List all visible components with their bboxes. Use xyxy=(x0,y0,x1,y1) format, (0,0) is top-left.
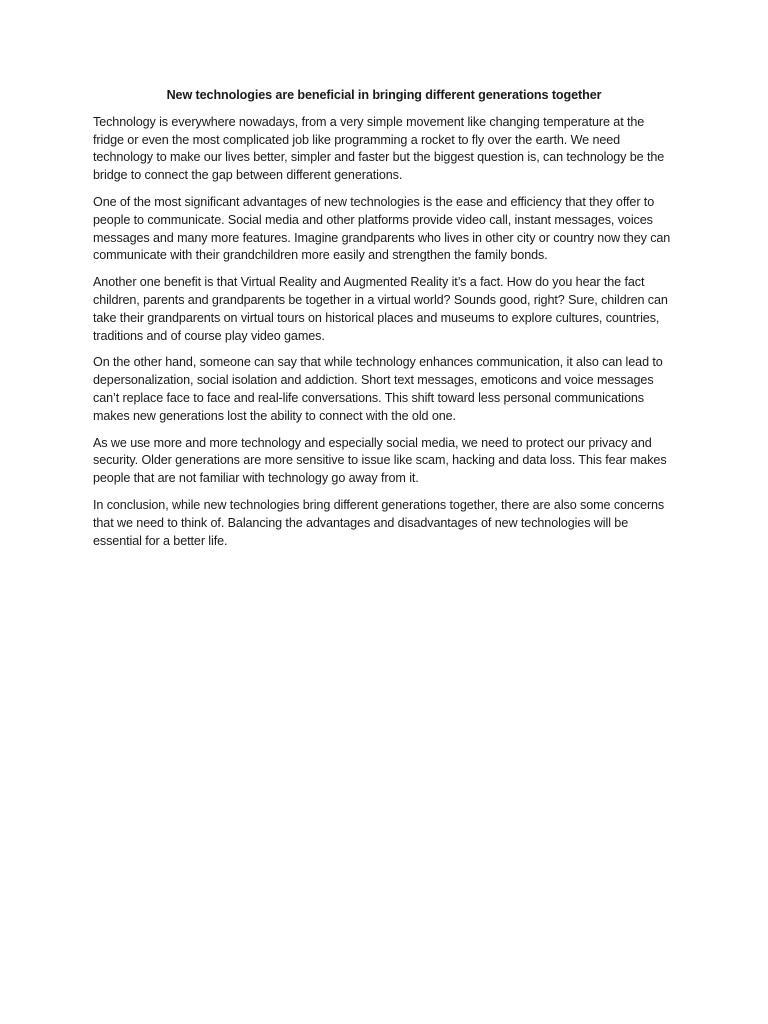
paragraph-virtual-reality: Another one benefit is that Virtual Reality and Augmented Reality it’s a fact. How do you hear the fact children, parents and grandparents be together in a virtual world? Sounds good, right? Sure, children can take their grandparents on virtual tours on historical places and museums to explore cultures, countries, traditions and of course play video games. xyxy=(93,275,668,343)
paragraph-communication: One of the most significant advantages of new technologies is the ease and efficiency that they offer to people to communicate. Social media and other platforms provide video call, instant messages, voices messages and many more features. Imagine grandparents who lives in other city or country now they can communicate with their grandchildren more easily and strengthen the family bonds. xyxy=(93,194,671,263)
paragraph-privacy: As we use more and more technology and especially social media, we need to protect our privacy and security. Older generations are more sensitive to issue like scam, hacking and data loss. This fear makes people that are not familiar with technology go away from it. xyxy=(93,435,667,486)
paragraph-intro: Technology is everywhere nowadays, from a very simple movement like changing temperature at the fridge or even the most complicated job like programming a rocket to fly over the earth. We need technology to make our lives better, simpler and faster but the biggest question is, can technology be the bridge to connect the gap between different generations. xyxy=(93,114,665,183)
paragraph-counterpoint: On the other hand, someone can say that while technology enhances communication, it also can lead to depersonalization, social isolation and addiction. Short text messages, emoticons and voice messages can’t replace face to face and real-life conversations. This shift toward less personal communications makes new generations lost the ability to connect with the old one. xyxy=(93,355,663,423)
document-body xyxy=(93,87,675,559)
document-title: New technologies are beneficial in bringing different generations together xyxy=(166,88,602,102)
paragraph-conclusion: In conclusion, while new technologies bring different generations together, there are also some concerns that we need to think of. Balancing the advantages and disadvantages of new technologies will be essential for a better life. xyxy=(93,497,665,548)
